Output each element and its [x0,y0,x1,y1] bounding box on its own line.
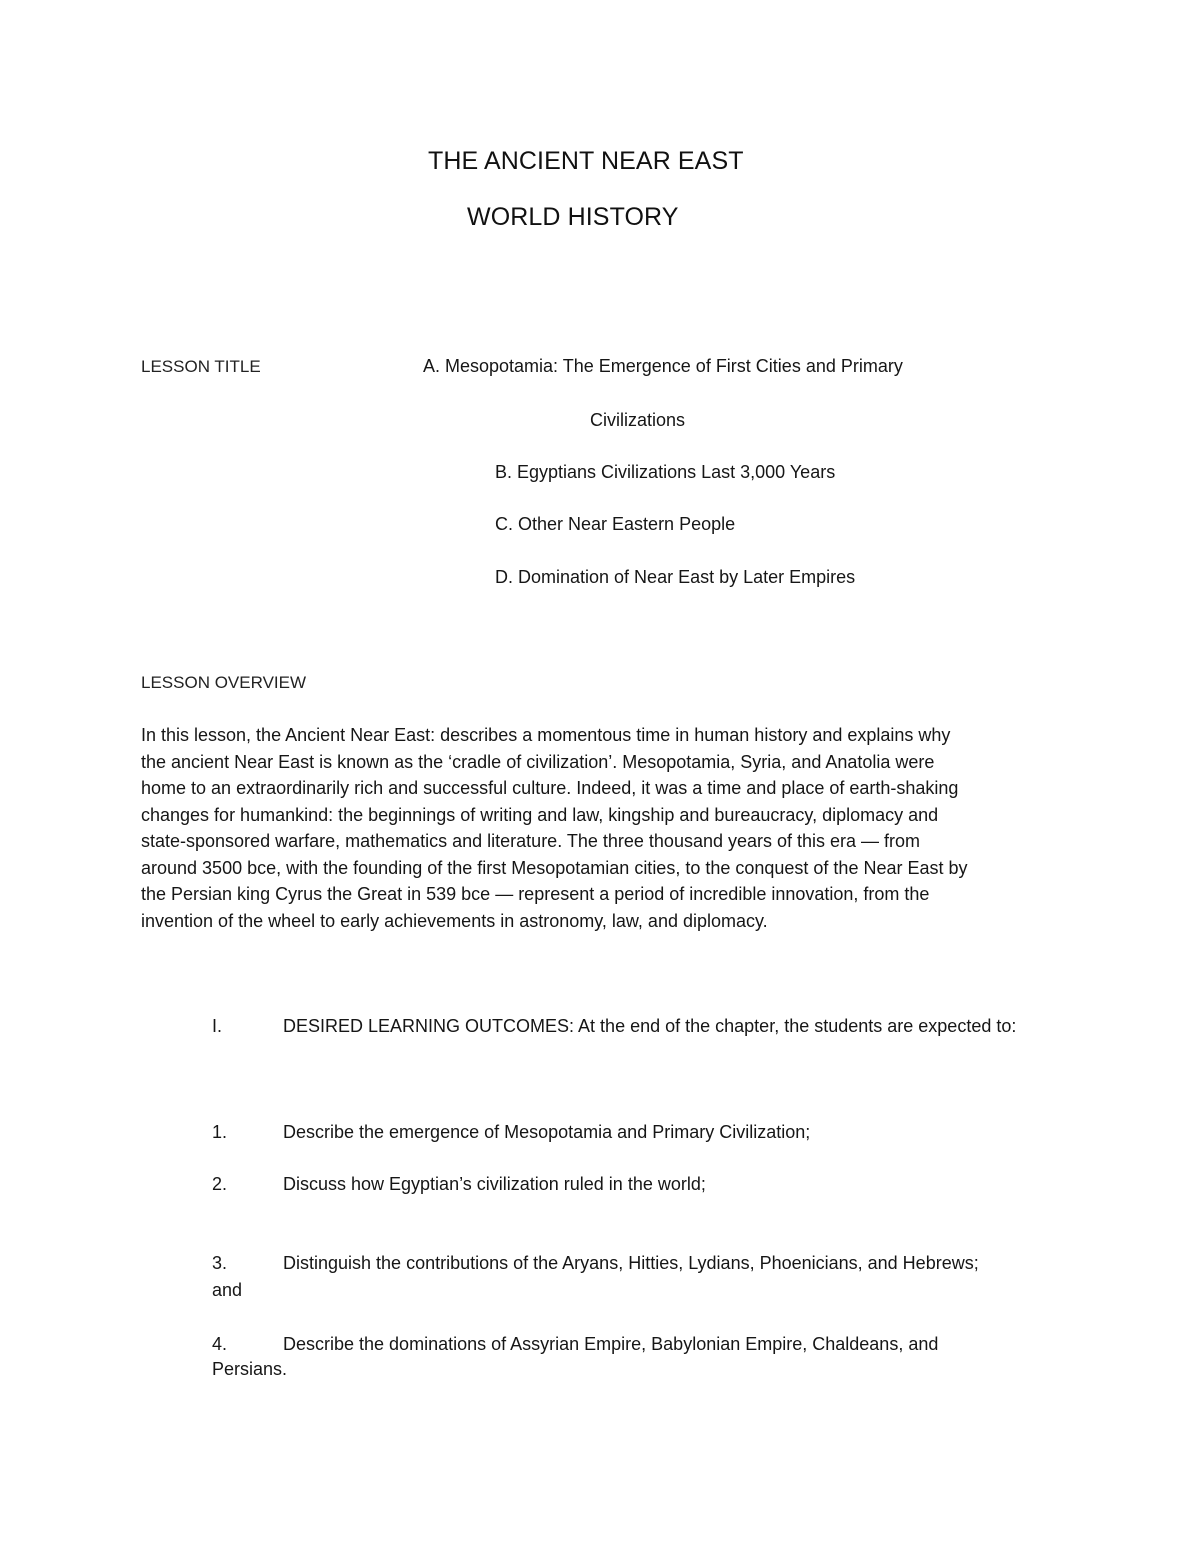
lesson-title-item-b: B. Egyptians Civilizations Last 3,000 Years [495,462,836,482]
lesson-title-item-d: D. Domination of Near East by Later Empires [495,567,856,587]
overview-line: In this lesson, the Ancient Near East: describes a momentous time in human history and explains why [141,725,951,745]
overview-line: the Persian king Cyrus the Great in 539 bce — represent a period of incredible innovation, from the [141,884,930,904]
lesson-overview-paragraph [141,722,1071,934]
outcome-number: 4. [212,1334,228,1354]
lesson-title-item-a-continuation: Civilizations [590,410,686,430]
overview-line: the ancient Near East is known as the ‘cradle of civilization’. Mesopotamia, Syria, and Anatolia were [141,751,935,772]
lesson-title-label: LESSON TITLE [141,357,261,376]
outcomes-section-number: I. [212,1016,223,1036]
document-title: THE ANCIENT NEAR EAST [428,147,744,175]
lesson-title-item-c: C. Other Near Eastern People [495,514,736,534]
lesson-title-item-a: A. Mesopotamia: The Emergence of First Cities and Primary [423,356,903,376]
overview-line: changes for humankind: the beginnings of writing and law, kingship and bureaucracy, diplomacy and [141,804,939,825]
outcome-number: 3. [212,1253,228,1273]
outcome-number: 2. [212,1174,228,1194]
outcome-text: Describe the emergence of Mesopotamia and Primary Civilization; [283,1122,811,1142]
document-subtitle: WORLD HISTORY [467,203,679,231]
outcome-text: Describe the dominations of Assyrian Empire, Babylonian Empire, Chaldeans, and [283,1334,939,1354]
outcome-text: Discuss how Egyptian’s civilization ruled in the world; [283,1174,706,1194]
outcomes-heading: DESIRED LEARNING OUTCOMES: At the end of the chapter, the students are expected to: [283,1016,1017,1036]
overview-line: home to an extraordinarily rich and successful culture. Indeed, it was a time and place of earth-shaking [141,778,959,798]
outcome-text-continuation: and [212,1280,243,1300]
outcome-text: Distinguish the contributions of the Aryans, Hitties, Lydians, Phoenicians, and Hebrews; [283,1253,979,1273]
overview-line: invention of the wheel to early achievements in astronomy, law, and diplomacy. [141,910,768,931]
lesson-overview-label: LESSON OVERVIEW [141,673,307,692]
outcome-text-continuation: Persians. [212,1359,288,1379]
outcome-number: 1. [212,1122,228,1142]
overview-line: state-sponsored warfare, mathematics and literature. The three thousand years of this era — from [141,831,921,851]
overview-line: around 3500 bce, with the founding of the first Mesopotamian cities, to the conquest of the Near East by [141,857,968,878]
